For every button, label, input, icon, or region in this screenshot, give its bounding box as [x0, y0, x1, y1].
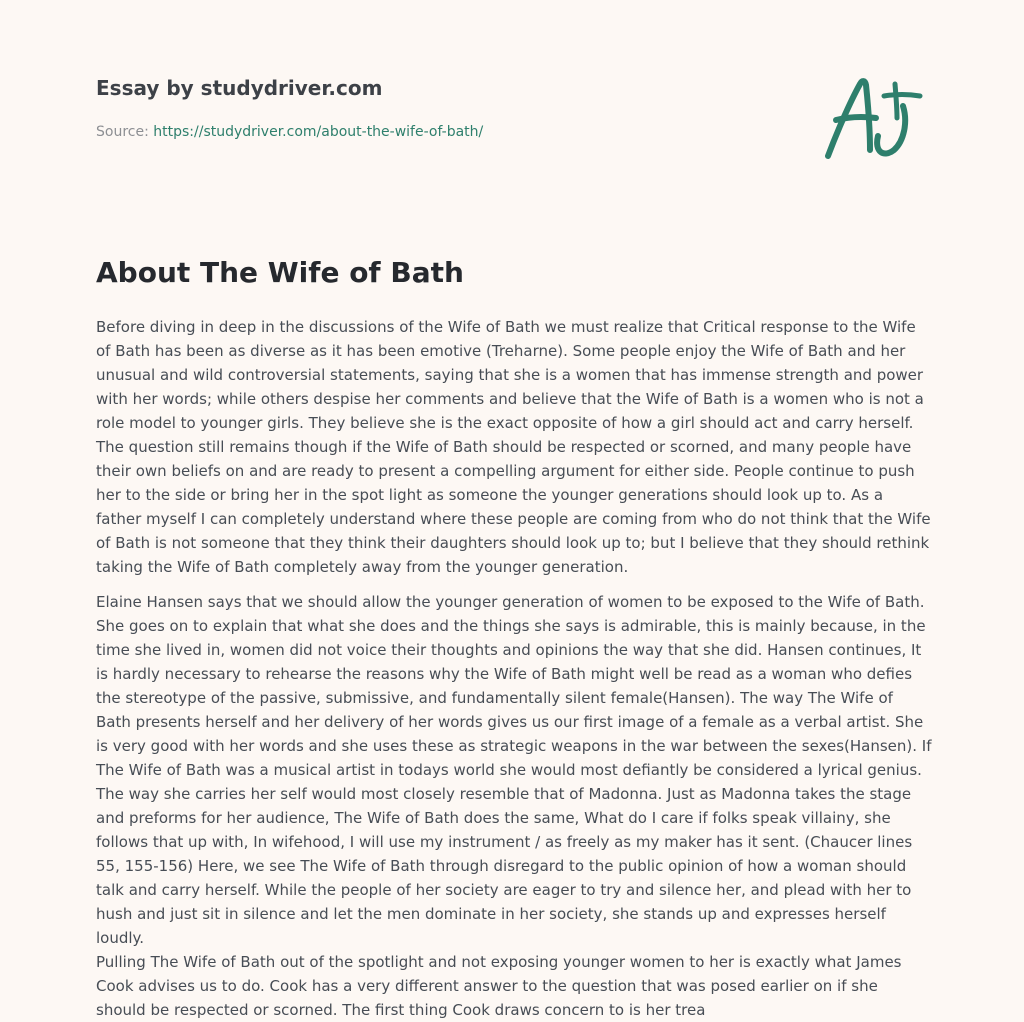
site-header-title: Essay by studydriver.com	[96, 76, 383, 100]
source-line	[96, 124, 483, 140]
paragraph: Pulling The Wife of Bath out of the spotlight and not exposing younger women to her is exactly what James Cook advises us to do. Cook has a very different answer to the question that was posed earlier on if she should be respected or scorned. The first thing Cook draws concern to is her trea	[96, 953, 902, 1019]
document-title: About The Wife of Bath	[96, 256, 464, 289]
paragraph: Elaine Hansen says that we should allow the younger generation of women to be exposed to the Wife of Bath. She goes on to explain that what she does and the things she says is admirable, this is mainly because, in the time she lived in, women did not voice their thoughts and opinions the way that she did. Hansen continues, It is hardly necessary to rehearse the reasons why the Wife of Bath might well be read as a woman who defies the stereotype of the passive, submissive, and fundamentally silent female(Hansen). The way The Wife of Bath presents herself and her delivery of her words gives us our first image of a female as a verbal artist. She is very good with her words and she uses these as strategic weapons in the war between the sexes(Hansen). If The Wife of Bath was a musical artist in todays world she would most defiantly be considered a lyrical genius. The way she carries her self would most closely resemble that of Madonna. Just as Madonna takes the stage and preforms for her audience, The Wife of Bath does the same, What do I care if folks speak villainy, she follows that up with, In wifehood, I will use my instrument / as freely as my maker has it sent. (Chaucer lines 55, 155-156) Here, we see The Wife of Bath through disregard to the public opinion of how a woman should talk and carry herself. While the people of her society are eager to try and silence her, and plead with her to hush and just sit in silence and let the men dominate in her society, she stands up and expresses herself loudly.	[96, 593, 932, 947]
source-link[interactable]: https://studydriver.com/about-the-wife-of-bath/	[153, 124, 484, 140]
source-label: Source:	[96, 124, 149, 140]
essay-body	[96, 315, 932, 1022]
a-plus-grade-icon	[824, 66, 928, 164]
paragraph: Before diving in deep in the discussions of the Wife of Bath we must realize that Critical response to the Wife of Bath has been as diverse as it has been emotive (Treharne). Some people enjoy the Wife of Bath and her unusual and wild controversial statements, saying that she is a women that has immense strength and power with her words; while others despise her comments and believe that the Wife of Bath is a women who is not a role model to younger girls. They believe she is the exact opposite of how a girl should act and carry herself. The question still remains though if the Wife of Bath should be respected or scorned, and many people have their own beliefs on and are ready to present a compelling argument for either side. People continue to push her to the side or bring her in the spot light as someone the younger generations should look up to. As a father myself I can completely understand where these people are coming from who do not think that the Wife of Bath is not someone that they think their daughters should look up to; but I believe that they should rethink taking the Wife of Bath completely away from the younger generation.	[96, 318, 931, 576]
